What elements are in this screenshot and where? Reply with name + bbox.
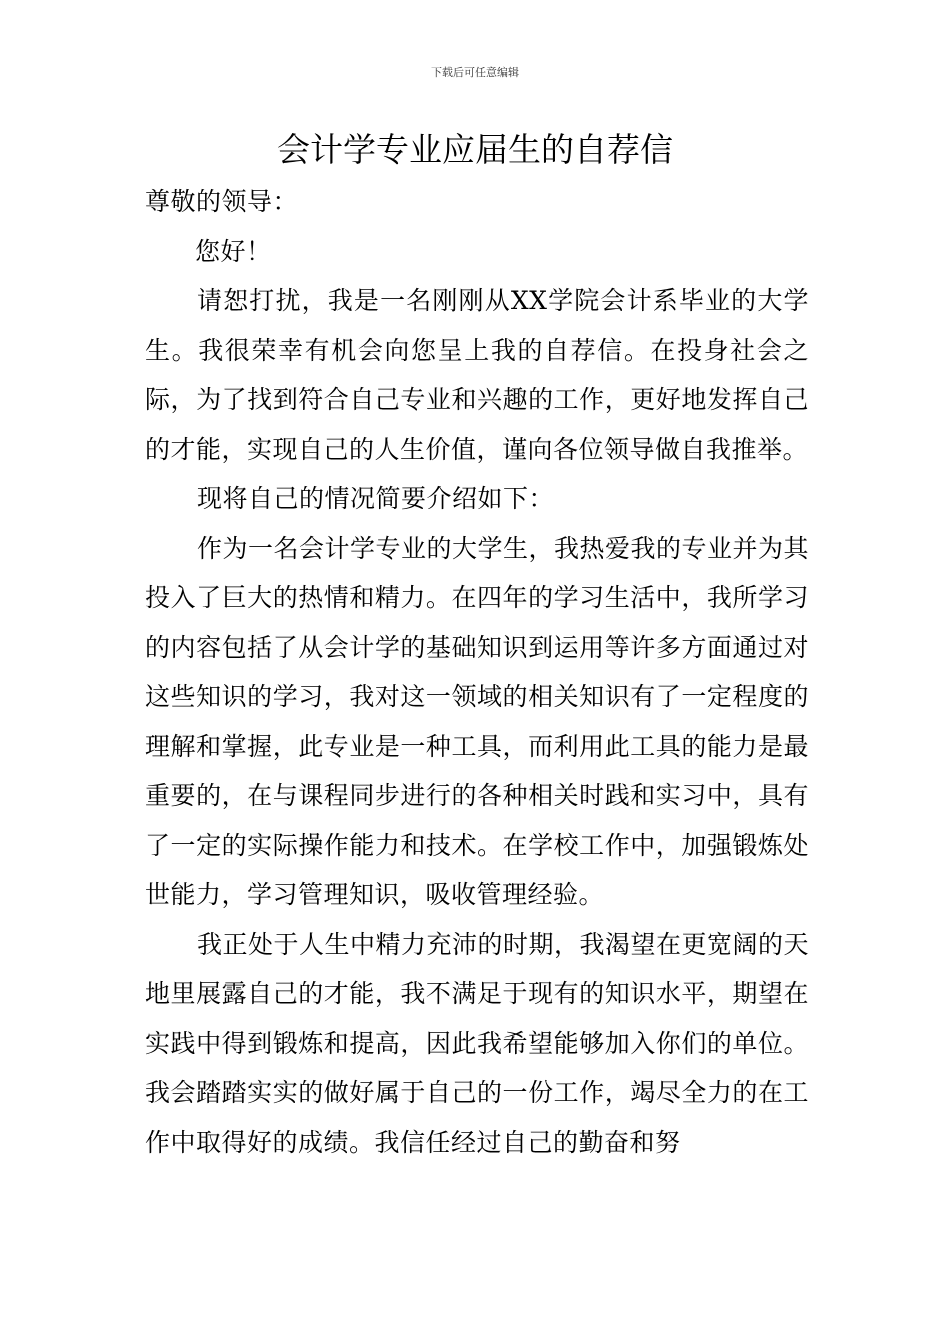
paragraph-aspiration: 我正处于人生中精力充沛的时期，我渴望在更宽阔的天地里展露自己的才能，我不满足于现有的知识水平，期望在实践中得到锻炼和提高，因此我希望能够加入你们的单位。我会踏踏实实的做好属于自己的一份工作，竭尽全力的在工作中取得好的成绩。我信任经过自己的勤奋和努 (145, 929, 810, 1157)
letter-body (145, 177, 809, 1167)
salutation: 尊敬的领导： (145, 187, 299, 216)
paragraph-introduction: 请恕打扰，我是一名刚刚从XX学院会计系毕业的大学生。我很荣幸有机会向您呈上我的自荐信。在投身社会之际，为了找到符合自己专业和兴趣的工作，更好地发挥自己的才能，实现自己的人生价值，谨向各位领导做自我推举。 (145, 286, 809, 464)
letter-title: 会计学专业应届生的自荐信 (277, 130, 673, 169)
header-note: 下载后可任意编辑 (431, 66, 519, 79)
paragraph-education: 作为一名会计学专业的大学生，我热爱我的专业并为其投入了巨大的热情和精力。在四年的学习生活中，我所学习的内容包括了从会计学的基础知识到运用等许多方面通过对这些知识的学习，我对这一领域的相关知识有了一定程度的理解和掌握，此专业是一种工具，而利用此工具的能力是最重要的，在与课程同步进行的各种相关时践和实习中，具有了一定的实际操作能力和技术。在学校工作中，加强锻炼处世能力，学习管理知识，吸收管理经验。 (145, 533, 810, 909)
paragraph-overview: 现将自己的情况简要介绍如下： (197, 484, 555, 513)
greeting: 您好！ (195, 236, 272, 266)
